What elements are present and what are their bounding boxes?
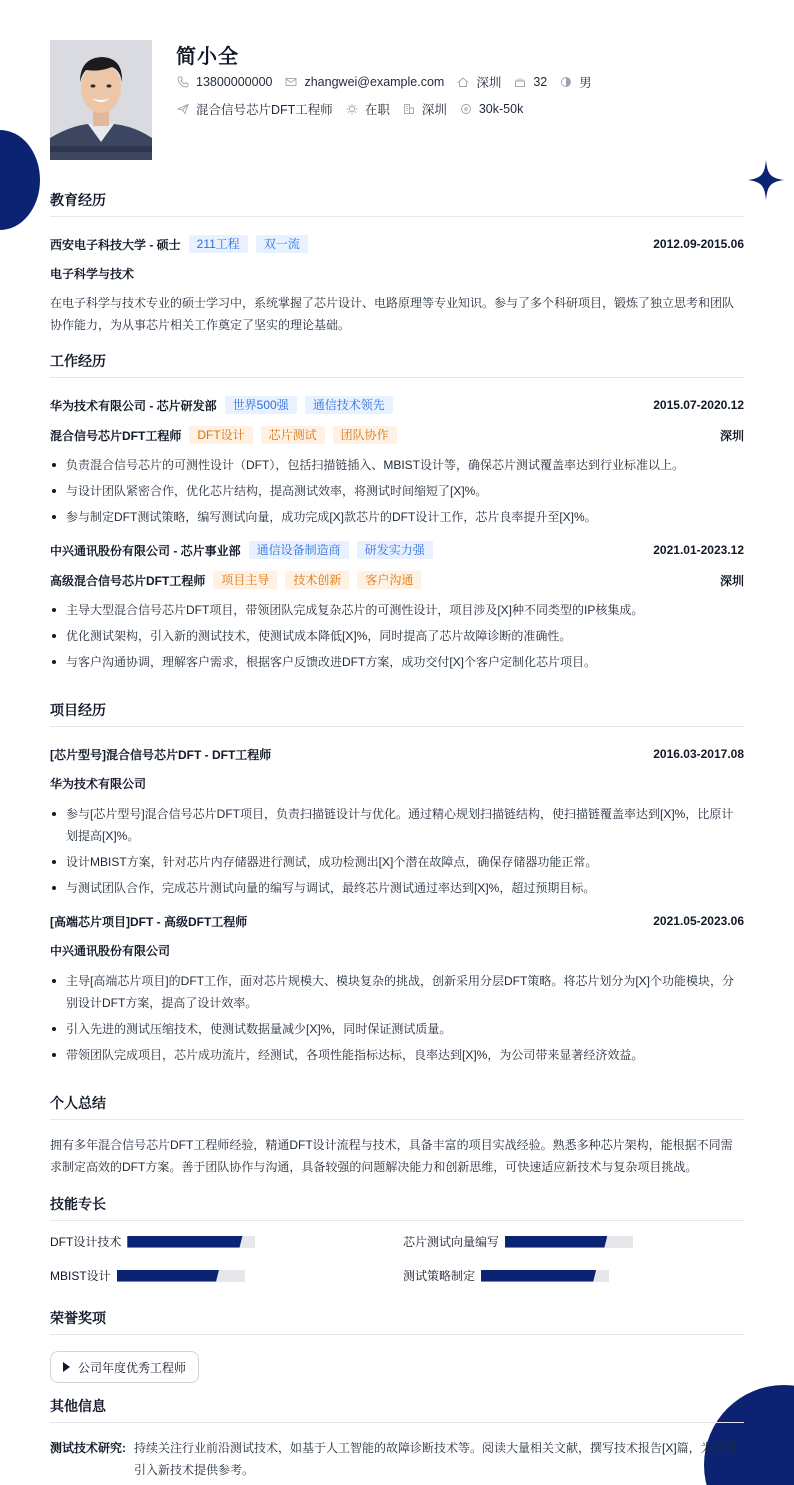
- role-tag: 技术创新: [285, 571, 349, 589]
- projects-section: [50, 700, 744, 1070]
- school-name: 西安电子科技大学 - 硕士: [50, 237, 181, 252]
- email-item: [284, 75, 444, 89]
- role-name: 混合信号芯片DFT工程师: [50, 428, 182, 443]
- work-section: [50, 351, 744, 677]
- target-city-item: [402, 100, 447, 118]
- other-value: 持续关注行业前沿测试技术，如基于人工智能的故障诊断技术等。阅读大量相关文献，撰写技术报告[X]篇，为公司引入新技术提供参考。: [134, 1441, 737, 1477]
- position-item: [176, 100, 333, 118]
- phone-item: [176, 75, 272, 89]
- salary-icon: [459, 102, 473, 116]
- role-tag: 团队协作: [333, 426, 397, 444]
- skill-bar: [127, 1236, 255, 1248]
- role-row: [50, 570, 744, 590]
- other-section: [50, 1396, 744, 1481]
- school-tag: 双一流: [256, 235, 308, 253]
- company-row: [50, 395, 744, 415]
- other-title: 其他信息: [50, 1396, 744, 1423]
- work-city: 深圳: [719, 573, 744, 588]
- honors-title: 荣誉奖项: [50, 1308, 744, 1335]
- skill-level: [481, 1270, 596, 1282]
- phone-text: 13800000000: [196, 75, 273, 89]
- send-icon: [176, 102, 190, 116]
- email-text: zhangwei@example.com: [304, 75, 445, 89]
- skill-item: [403, 1267, 609, 1284]
- skill-bar: [481, 1270, 609, 1282]
- list-item: 引入先进的测试压缩技术，使测试数据量减少[X]%，同时保证测试质量。: [50, 1018, 744, 1040]
- education-period: 2012.09-2015.06: [653, 237, 744, 251]
- skill-item: [50, 1267, 245, 1284]
- work-item: [50, 540, 744, 673]
- role-name: 高级混合信号芯片DFT工程师: [50, 573, 206, 588]
- play-icon: [63, 1362, 70, 1372]
- list-item: 与设计团队紧密合作，优化芯片结构，提高测试效率，将测试时间缩短了[X]%。: [50, 480, 744, 502]
- company-name: 华为技术有限公司 - 芯片研发部: [50, 398, 217, 413]
- skill-item: [403, 1233, 633, 1250]
- role-row: [50, 425, 744, 445]
- award-item[interactable]: [50, 1351, 199, 1383]
- list-item: 参与[芯片型号]混合信号芯片DFT项目，负责扫描链设计与优化。通过精心规划扫描链结构，使扫描链覆盖率达到[X]%，比原计划提高[X]%。: [50, 803, 744, 847]
- project-row: [50, 911, 744, 931]
- school-tag: 211工程: [189, 235, 248, 253]
- role-tag: DFT设计: [189, 426, 252, 444]
- list-item: 与客户沟通协调，理解客户需求，根据客户反馈改进DFT方案，成功交付[X]个客户定制化芯片项目。: [50, 651, 744, 673]
- position-text: 混合信号芯片DFT工程师: [196, 103, 333, 117]
- status-icon: [345, 102, 359, 116]
- project-item: [50, 744, 744, 899]
- location-item: [456, 73, 501, 91]
- age-icon: [513, 75, 527, 89]
- skill-name: 测试策略制定: [403, 1269, 476, 1283]
- education-row: [50, 234, 744, 254]
- list-item: 优化测试架构，引入新的测试技术，使测试成本降低[X]%，同时提高了芯片故障诊断的准确性。: [50, 625, 744, 647]
- skill-name: DFT设计技术: [50, 1235, 122, 1249]
- target-city-text: 深圳: [421, 103, 447, 117]
- left-decoration: [0, 130, 40, 230]
- profile-header: [50, 40, 744, 160]
- skill-item: [50, 1233, 255, 1250]
- role-tag: 芯片测试: [261, 426, 325, 444]
- skill-bar: [117, 1270, 245, 1282]
- honors-section: [50, 1308, 744, 1383]
- list-item: 与测试团队合作，完成芯片测试向量的编写与调试，最终芯片测试通过率达到[X]%，超过预期目标。: [50, 877, 744, 899]
- age-text: 32: [533, 75, 548, 89]
- work-bullets: [50, 599, 744, 673]
- project-period: 2021.05-2023.06: [653, 914, 744, 928]
- skill-level: [127, 1236, 242, 1248]
- resume-page: [50, 40, 744, 1477]
- summary-text: 拥有多年混合信号芯片DFT工程师经验，精通DFT设计流程与技术，具备丰富的项目实战经验。熟悉多种芯片架构，能根据不同需求制定高效的DFT方案。善于团队协作与沟通，具备较强的问题解决能力和创新思维，可快速适应新技术与复杂项目挑战。: [50, 1138, 733, 1174]
- gender-item: [559, 73, 592, 91]
- work-item: [50, 395, 744, 528]
- company-tag: 通信设备制造商: [249, 541, 349, 559]
- salary-item: [459, 102, 523, 116]
- home-icon: [456, 75, 470, 89]
- project-bullets: [50, 970, 744, 1066]
- gender-text: 男: [579, 76, 592, 90]
- list-item: 负责混合信号芯片的可测性设计（DFT），包括扫描链插入、MBIST设计等，确保芯片测试覆盖率达到行业标准以上。: [50, 454, 744, 476]
- role-tag: 项目主导: [213, 571, 277, 589]
- project-period: 2016.03-2017.08: [653, 747, 744, 761]
- job-intent-row: [176, 100, 535, 118]
- summary-section: [50, 1093, 744, 1178]
- work-period: 2021.01-2023.12: [653, 543, 744, 557]
- star-decoration: [748, 160, 784, 200]
- list-item: 设计MBIST方案，针对芯片内存储器进行测试，成功检测出[X]个潜在故障点，确保存储器功能正常。: [50, 851, 744, 873]
- company-tag: 通信技术领先: [305, 396, 393, 414]
- education-description: 在电子科学与技术专业的硕士学习中，系统掌握了芯片设计、电路原理等专业知识。参与了多个科研项目，锻炼了独立思考和团队协作能力，为从事芯片相关工作奠定了坚实的理论基础。: [50, 296, 735, 332]
- profile-name: 简小全: [176, 46, 239, 68]
- gender-icon: [559, 75, 573, 89]
- other-key: 测试技术研究:: [50, 1441, 126, 1455]
- other-item: [50, 1437, 744, 1481]
- work-city: 深圳: [719, 428, 744, 443]
- list-item: 主导大型混合信号芯片DFT项目，带领团队完成复杂芯片的可测性设计，项目涉及[X]种不同类型的IP核集成。: [50, 599, 744, 621]
- skill-level: [117, 1270, 219, 1282]
- status-text: 在职: [364, 103, 390, 117]
- company-name: 中兴通讯股份有限公司 - 芯片事业部: [50, 543, 241, 558]
- work-title: 工作经历: [50, 351, 744, 378]
- phone-icon: [176, 75, 190, 89]
- skills-title: 技能专长: [50, 1194, 744, 1221]
- salary-text: 30k-50k: [478, 102, 524, 116]
- project-org: 华为技术有限公司: [50, 777, 147, 791]
- project-bullets: [50, 803, 744, 899]
- major: 电子科学与技术: [50, 267, 135, 281]
- skill-bar: [505, 1236, 633, 1248]
- building-icon: [402, 102, 416, 116]
- award-text: 公司年度优秀工程师: [78, 1360, 187, 1375]
- list-item: 带领团队完成项目，芯片成功流片，经测试，各项性能指标达标，良率达到[X]%，为公司带来显著经济效益。: [50, 1044, 744, 1066]
- role-tag: 客户沟通: [357, 571, 421, 589]
- mail-icon: [284, 75, 298, 89]
- project-row: [50, 744, 744, 764]
- projects-title: 项目经历: [50, 700, 744, 727]
- work-bullets: [50, 454, 744, 528]
- age-item: [513, 75, 547, 89]
- company-tag: 研发实力强: [357, 541, 433, 559]
- project-item: [50, 911, 744, 1066]
- list-item: 参与制定DFT测试策略，编写测试向量，成功完成[X]款芯片的DFT设计工作，芯片良率提升至[X]%。: [50, 506, 744, 528]
- project-org: 中兴通讯股份有限公司: [50, 944, 171, 958]
- education-title: 教育经历: [50, 190, 744, 217]
- avatar: [50, 40, 152, 160]
- location-text: 深圳: [476, 76, 502, 90]
- work-period: 2015.07-2020.12: [653, 398, 744, 412]
- contact-row: [176, 73, 604, 91]
- skill-level: [505, 1236, 607, 1248]
- company-row: [50, 540, 744, 560]
- summary-title: 个人总结: [50, 1093, 744, 1120]
- list-item: 主导[高端芯片项目]的DFT工作，面对芯片规模大、模块复杂的挑战，创新采用分层DFT策略。将芯片划分为[X]个功能模块，分别设计DFT方案，提高了设计效率。: [50, 970, 744, 1014]
- project-name: [高端芯片项目]DFT - 高级DFT工程师: [50, 914, 248, 929]
- skill-name: MBIST设计: [50, 1269, 111, 1283]
- company-tag: 世界500强: [225, 396, 297, 414]
- education-section: [50, 190, 744, 336]
- status-item: [345, 100, 390, 118]
- project-name: [芯片型号]混合信号芯片DFT - DFT工程师: [50, 747, 272, 762]
- skills-section: [50, 1194, 744, 1294]
- skill-name: 芯片测试向量编写: [403, 1235, 500, 1249]
